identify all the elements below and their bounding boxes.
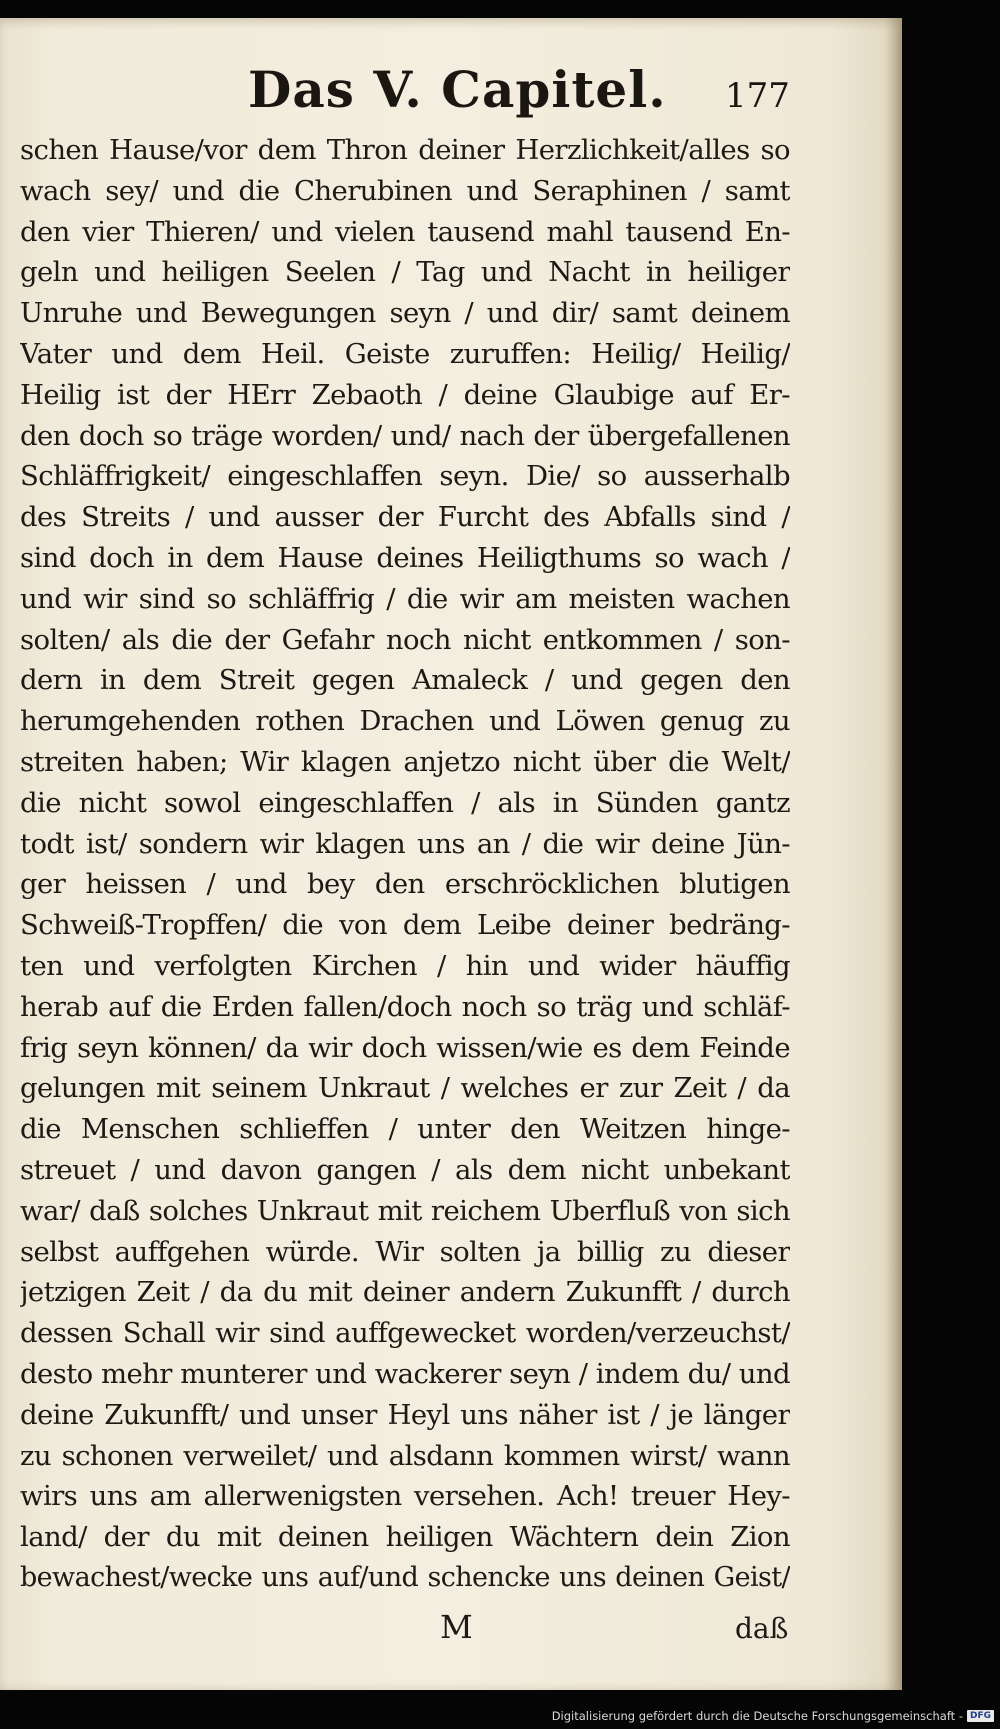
- text-line: zu schonen verweilet/ und alsdann kommen wirst/ wann: [20, 1439, 790, 1472]
- page-footer: [0, 1608, 902, 1658]
- text-line: Unruhe und Bewegungen seyn / und dir/ samt deinem: [20, 297, 790, 330]
- text-line: Vater und dem Heil. Geiste zuruffen: Heilig/ Heilig/: [20, 337, 790, 370]
- text-line: selbst auffgehen würde. Wir solten ja billig zu dieser: [20, 1235, 790, 1268]
- text-line: die nicht sowol eingeschlaffen / als in Sünden gantz: [20, 786, 790, 819]
- text-line: bewachest/wecke uns auf/und schencke uns deinen Geist/: [20, 1561, 790, 1593]
- page-header: [0, 56, 902, 126]
- text-line: geln und heiligen Seelen / Tag und Nacht in heiliger: [20, 256, 790, 289]
- text-line: die Menschen schlieffen / unter den Weitzen hinge-: [20, 1113, 790, 1146]
- text-line: jetzigen Zeit / da du mit deiner andern Zukunfft / durch: [20, 1276, 790, 1309]
- text-line: und wir sind so schläffrig / die wir am meisten wachen: [20, 582, 790, 615]
- text-line: wirs uns am allerwenigsten versehen. Ach! treuer Hey-: [20, 1480, 790, 1513]
- book-page: [0, 18, 902, 1690]
- running-title: Das V. Capitel.: [248, 60, 667, 119]
- text-line: herumgehenden rothen Drachen und Löwen genug zu: [20, 705, 790, 738]
- text-line: Schweiß-Tropffen/ die von dem Leibe deiner bedräng-: [20, 909, 790, 942]
- text-line: sind doch in dem Hause deines Heiligthums so wach /: [20, 541, 790, 574]
- catchword: daß: [735, 1612, 789, 1645]
- text-line: deine Zukunfft/ und unser Heyl uns näher ist / je länger: [20, 1398, 790, 1431]
- dfg-logo-icon: DFG: [967, 1710, 994, 1722]
- text-line: todt ist/ sondern wir klagen uns an / die wir deine Jün-: [20, 827, 790, 860]
- digitization-credit: [552, 1709, 994, 1723]
- signature-mark: M: [440, 1608, 473, 1646]
- text-line: den doch so träge worden/ und/ nach der übergefallenen: [20, 419, 790, 452]
- text-line: herab auf die Erden fallen/doch noch so träg und schläf-: [20, 990, 790, 1023]
- text-line: streiten haben; Wir klagen anjetzo nicht über die Welt/: [20, 745, 790, 778]
- text-line: desto mehr munterer und wackerer seyn / indem du/ und: [20, 1357, 790, 1390]
- text-line: war/ daß solches Unkraut mit reichem Uberfluß von sich: [20, 1194, 790, 1227]
- text-line: wach sey/ und die Cherubinen und Seraphinen / samt: [20, 174, 790, 207]
- text-line: streuet / und davon gangen / als dem nicht unbekant: [20, 1153, 790, 1186]
- page-number: 177: [725, 76, 790, 116]
- text-line: gelungen mit seinem Unkraut / welches er zur Zeit / da: [20, 1072, 790, 1105]
- text-line: dessen Schall wir sind auffgewecket worden/verzeuchst/: [20, 1317, 790, 1350]
- text-line: frig seyn können/ da wir doch wissen/wie es dem Feinde: [20, 1031, 790, 1064]
- body-text: [20, 130, 790, 1599]
- text-line: des Streits / und ausser der Furcht des Abfalls sind /: [20, 501, 790, 534]
- text-line: Heilig ist der HErr Zebaoth / deine Glaubige auf Er-: [20, 378, 790, 411]
- text-line: schen Hause/vor dem Thron deiner Herzlichkeit/alles so: [20, 134, 790, 166]
- credit-text: Digitalisierung gefördert durch die Deutsche Forschungsgemeinschaft -: [551, 1709, 963, 1723]
- text-line: solten/ als die der Gefahr noch nicht entkommen / son-: [20, 623, 790, 656]
- text-line: ger heissen / und bey den erschröcklichen blutigen: [20, 868, 790, 901]
- text-line: land/ der du mit deinen heiligen Wächtern dein Zion: [20, 1521, 790, 1554]
- text-line: dern in dem Streit gegen Amaleck / und gegen den: [20, 664, 790, 697]
- text-line: Schläffrigkeit/ eingeschlaffen seyn. Die/ so ausserhalb: [20, 460, 790, 493]
- text-line: den vier Thieren/ und vielen tausend mahl tausend En-: [20, 215, 790, 248]
- text-line: ten und verfolgten Kirchen / hin und wider häuffig: [20, 949, 790, 982]
